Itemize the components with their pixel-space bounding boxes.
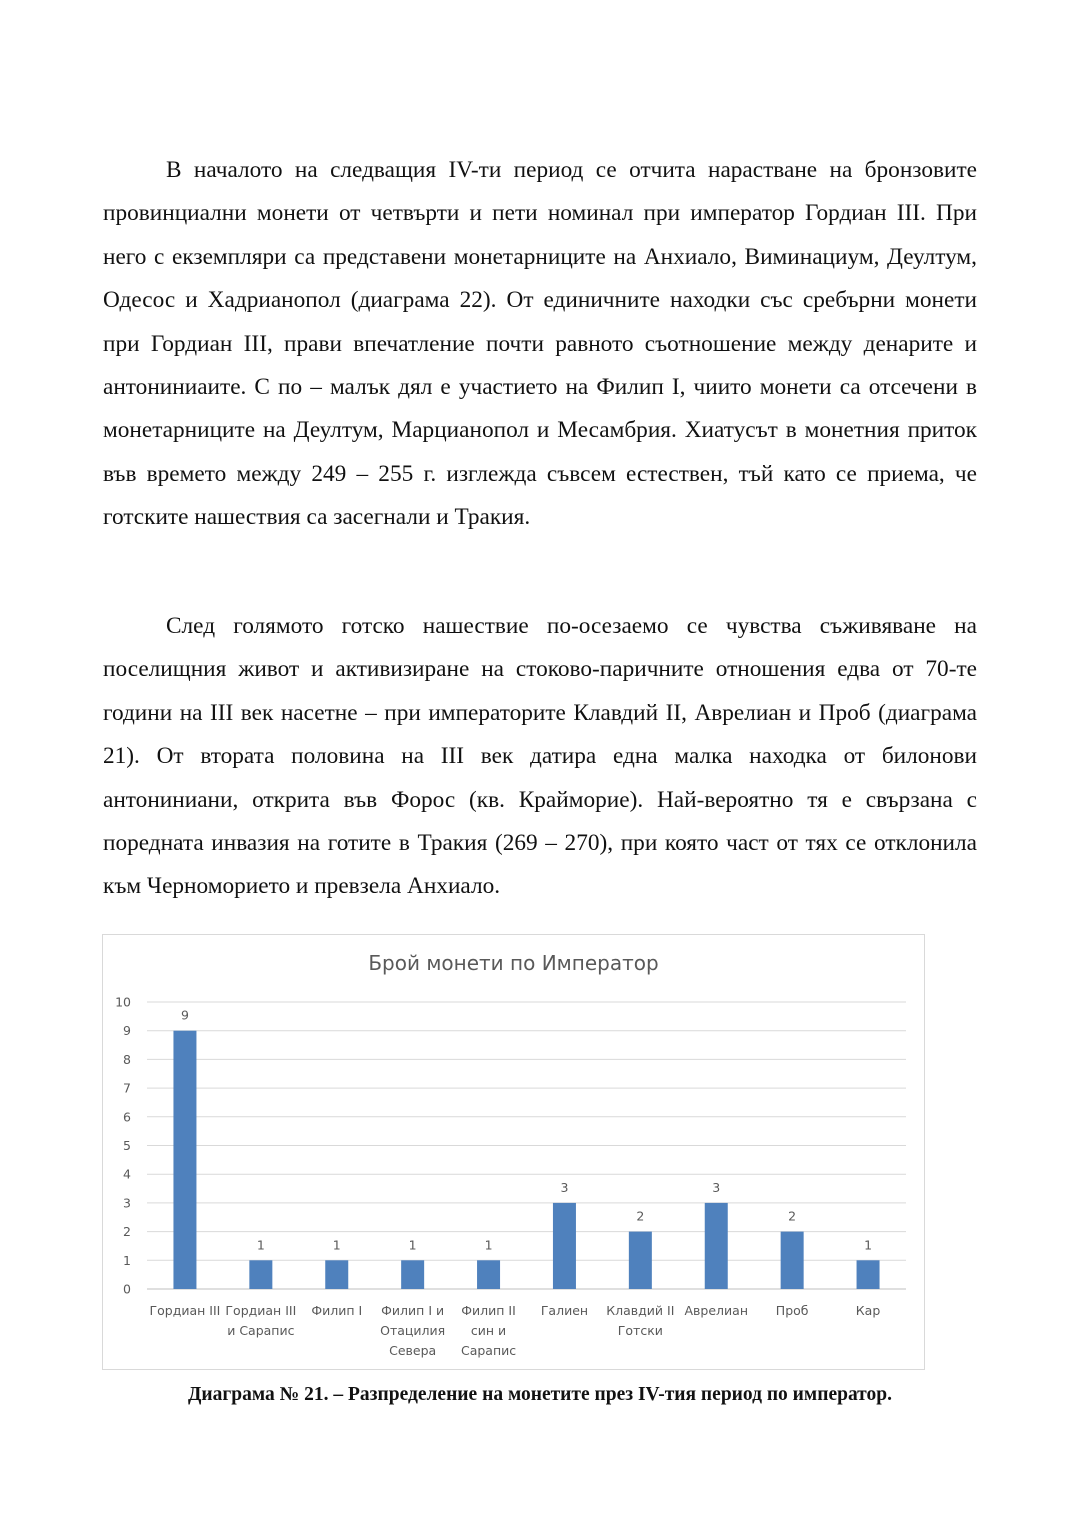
x-category-label: Клавдий II Готски — [606, 1303, 675, 1338]
bar-1 — [249, 1260, 272, 1289]
x-category-label: Проб — [775, 1303, 809, 1318]
x-category-label: Кар — [855, 1303, 881, 1318]
bar-2 — [325, 1260, 348, 1289]
chart-plot — [103, 935, 926, 1371]
x-category-label: Гордиан III и Сарапис — [225, 1303, 297, 1338]
bar-6 — [629, 1232, 652, 1289]
chart-title: Брой монети по Император — [368, 951, 659, 975]
figure-caption: Диаграма № 21. – Разпределение на монетите през IV-тия период по император. — [188, 1384, 892, 1405]
y-tick-label: 6 — [123, 1109, 131, 1125]
y-tick-label: 8 — [123, 1051, 131, 1067]
x-category-label: Аврелиан — [684, 1303, 748, 1318]
x-category-label: Филип I и Отацилия Севера — [380, 1303, 446, 1358]
paragraph-2-text: След голямото готско нашествие по-осезаемо се чувства съживяване на поселищния живот и активизиране на стоково-паричните отношения едва от 70-те години на III век насетне – при императорите Клавдий II, Аврелиан и Проб (диаграма 21). От втората половина на III век датира една малка находка от билонови антониниани, открита във Форос (кв. Крайморие). Най-вероятно тя е свързана с поредната инвазия на готите в Тракия (269 – 270), при която част от тях се отклонила към Черноморието и превзела Анхиало. — [103, 613, 977, 900]
data-label: 1 — [484, 1237, 493, 1253]
bar-chart — [102, 934, 925, 1370]
y-tick-label: 3 — [123, 1195, 131, 1211]
paragraph-1-text: В началото на следващия IV-ти период се отчита нарастване на бронзовите провинциални монети от четвърти и пети номинал при император Гордиан III. При него с екземпляри са представени монетарниците на Анхиало, Виминациум, Деултум, Одесос и Хадрианопол (диаграма 22). От единичните находки със сребърни монети при Гордиан III, прави впечатление почти равното съотношение между денарите и антониниаите. С по – малък дял е участието на Филип I, чиито монети са отсечени в монетарниците на Деултум, Марцианопол и Месамбрия. Хиатусът в монетния приток във времето между 249 – 255 г. изглежда съвсем естествен, тъй като се приема, че готските нашествия са засегнали и Тракия. — [103, 157, 977, 531]
data-label: 3 — [560, 1179, 569, 1195]
x-category-label: Гордиан III — [149, 1303, 221, 1318]
data-label: 1 — [864, 1237, 873, 1253]
x-category-label: Филип II син и Сарапис — [460, 1303, 517, 1358]
bar-5 — [553, 1203, 576, 1289]
bar-4 — [477, 1260, 500, 1289]
y-tick-label: 1 — [123, 1252, 131, 1268]
data-label: 1 — [408, 1237, 417, 1253]
y-tick-label: 4 — [123, 1166, 131, 1182]
y-tick-label: 2 — [123, 1224, 131, 1240]
y-tick-label: 7 — [123, 1080, 131, 1096]
data-label: 2 — [788, 1208, 797, 1224]
x-category-label: Галиен — [540, 1303, 589, 1318]
data-label: 2 — [636, 1208, 645, 1224]
paragraph-2 — [103, 605, 977, 909]
x-category-label: Филип I — [311, 1303, 363, 1318]
data-label: 3 — [712, 1179, 721, 1195]
y-tick-label: 5 — [123, 1138, 131, 1153]
bar-3 — [401, 1260, 424, 1289]
y-tick-label: 10 — [115, 994, 131, 1010]
data-label: 1 — [332, 1237, 341, 1253]
y-tick-label: 0 — [123, 1281, 131, 1297]
data-label: 9 — [180, 1007, 189, 1023]
paragraph-1 — [103, 149, 977, 540]
bar-9 — [857, 1260, 880, 1289]
y-tick-label: 9 — [123, 1023, 131, 1039]
data-label: 1 — [256, 1237, 265, 1253]
bar-7 — [705, 1203, 728, 1289]
bar-0 — [173, 1031, 196, 1289]
bar-8 — [781, 1232, 804, 1289]
